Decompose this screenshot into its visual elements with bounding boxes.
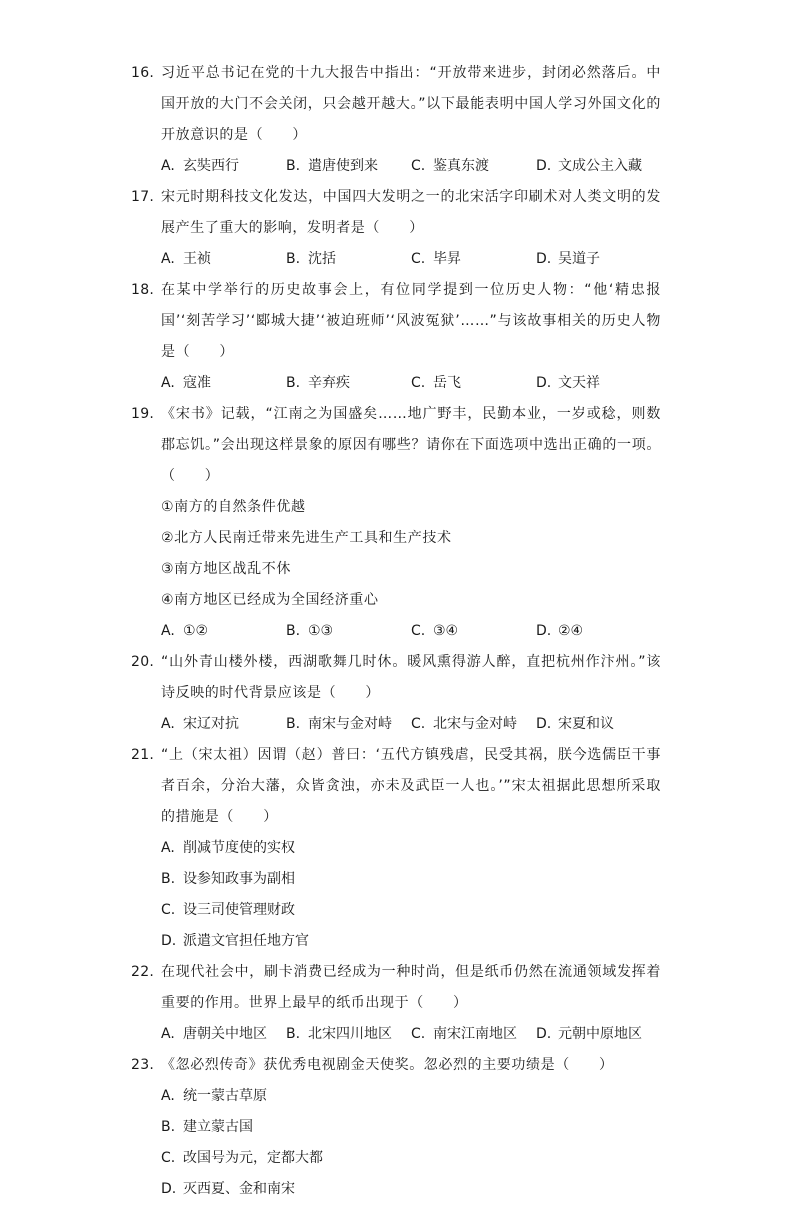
answer-option[interactable] [411, 244, 536, 275]
option-label: B. [286, 716, 301, 732]
answer-options [161, 244, 661, 275]
option-label: C. [161, 1150, 176, 1166]
question-number: 21. [131, 747, 155, 763]
question-number: 23. [131, 1057, 155, 1073]
option-label: A. [161, 251, 175, 267]
answer-option[interactable] [161, 709, 286, 740]
option-label: D. [161, 933, 177, 949]
question-number: 18. [131, 282, 155, 298]
question-stem: 习近平总书记在党的十九大报告中指出：“开放带来进步，封闭必然落后。中国开放的大门不会关闭，只会越开越大。”以下最能表明中国人学习外国文化的开放意识的是（ ） [161, 65, 661, 143]
option-label: C. [411, 623, 426, 639]
option-label: D. [161, 1181, 177, 1197]
question-16 [131, 58, 661, 182]
option-label: B. [286, 375, 301, 391]
option-label: A. [161, 840, 175, 856]
option-label: A. [161, 375, 175, 391]
statement-item: ①南方的自然条件优越 [161, 499, 306, 515]
question-19 [131, 399, 661, 647]
question-22 [131, 957, 661, 1050]
option-text: 北宋四川地区 [308, 1026, 392, 1042]
answer-option[interactable] [161, 895, 413, 926]
question-number: 19. [131, 406, 155, 422]
answer-option[interactable] [161, 1143, 413, 1174]
answer-options [161, 616, 661, 647]
option-text: 设参知政事为副相 [183, 871, 295, 887]
question-21 [131, 740, 661, 957]
option-text: 文天祥 [558, 375, 600, 391]
question-18 [131, 275, 661, 399]
question-number: 20. [131, 654, 155, 670]
option-text: 建立蒙古国 [183, 1119, 253, 1135]
option-label: A. [161, 158, 175, 174]
option-label: A. [161, 1026, 175, 1042]
option-label: C. [411, 158, 426, 174]
option-label: A. [161, 1088, 175, 1104]
option-text: ①③ [308, 623, 334, 639]
option-text: 毕昇 [433, 251, 461, 267]
option-label: C. [411, 251, 426, 267]
option-label: B. [286, 1026, 301, 1042]
answer-option[interactable] [161, 1081, 413, 1112]
option-label: B. [286, 158, 301, 174]
option-text: 文成公主入藏 [558, 158, 642, 174]
option-label: C. [161, 902, 176, 918]
answer-option[interactable] [411, 368, 536, 399]
answer-options [161, 368, 661, 399]
option-text: 削减节度使的实权 [183, 840, 295, 856]
answer-option[interactable] [286, 616, 411, 647]
answer-option[interactable] [286, 709, 411, 740]
answer-option[interactable] [536, 709, 661, 740]
option-text: 宋夏和议 [558, 716, 614, 732]
option-text: 统一蒙古草原 [183, 1088, 267, 1104]
answer-option[interactable] [536, 616, 661, 647]
option-text: 岳飞 [433, 375, 461, 391]
option-text: 鉴真东渡 [433, 158, 489, 174]
option-text: 改国号为元，定都大都 [183, 1150, 323, 1166]
answer-option[interactable] [536, 244, 661, 275]
option-text: 王祯 [183, 251, 211, 267]
option-text: 北宋与金对峙 [433, 716, 517, 732]
option-text: ②④ [558, 623, 584, 639]
option-text: ①② [183, 623, 209, 639]
option-label: C. [411, 716, 426, 732]
question-number: 22. [131, 964, 155, 980]
answer-option[interactable] [536, 151, 661, 182]
option-label: A. [161, 716, 175, 732]
answer-option[interactable] [161, 151, 286, 182]
question-stem: 《忽必烈传奇》获优秀电视剧金天使奖。忽必烈的主要功绩是（ ） [161, 1057, 614, 1073]
option-label: B. [286, 251, 301, 267]
statement-item: ④南方地区已经成为全国经济重心 [161, 592, 379, 608]
answer-option[interactable] [161, 1019, 286, 1050]
answer-option[interactable] [161, 244, 286, 275]
option-text: 辛弃疾 [308, 375, 350, 391]
option-label: D. [536, 375, 552, 391]
question-stem: “上（宋太祖）因谓（赵）普曰：‘五代方镇残虐，民受其祸，朕今选儒臣干事者百余，分治大藩，众皆贪浊，亦未及武臣一人也。’”宋太祖据此思想所采取的措施是（ ） [161, 747, 661, 825]
option-label: C. [411, 375, 426, 391]
answer-option[interactable] [161, 368, 286, 399]
answer-option[interactable] [161, 1174, 413, 1205]
answer-options [161, 833, 661, 957]
answer-option[interactable] [161, 864, 413, 895]
option-label: B. [286, 623, 301, 639]
option-text: 南宋江南地区 [433, 1026, 517, 1042]
option-text: 宋辽对抗 [183, 716, 239, 732]
option-text: 玄奘西行 [183, 158, 239, 174]
option-text: 寇准 [183, 375, 211, 391]
answer-option[interactable] [286, 244, 411, 275]
answer-option[interactable] [536, 368, 661, 399]
question-stem: 在某中学举行的历史故事会上，有位同学提到一位历史人物：“他‘精忠报国’‘刻苦学习’‘郾城大捷’‘被迫班师’‘风波冤狱’……”与该故事相关的历史人物是（ ） [161, 282, 661, 360]
statement-item: ②北方人民南迁带来先进生产工具和生产技术 [161, 530, 452, 546]
option-text: 沈括 [308, 251, 336, 267]
question-stem: 《宋书》记载，“江南之为国盛矣……地广野丰，民勤本业，一岁或稔，则数郡忘饥。”会出现这样景象的原因有哪些？请你在下面选项中选出正确的一项。（ ） [161, 406, 661, 484]
answer-option[interactable] [161, 833, 413, 864]
option-label: D. [536, 623, 552, 639]
option-label: D. [536, 716, 552, 732]
answer-option[interactable] [161, 926, 413, 957]
question-stem: 宋元时期科技文化发达，中国四大发明之一的北宋活字印刷术对人类文明的发展产生了重大的影响，发明者是（ ） [161, 189, 661, 236]
answer-option[interactable] [411, 151, 536, 182]
option-text: ③④ [433, 623, 459, 639]
answer-option[interactable] [286, 1019, 411, 1050]
question-17 [131, 182, 661, 275]
option-text: 吴道子 [558, 251, 600, 267]
option-text: 灭西夏、金和南宋 [183, 1181, 295, 1197]
answer-option[interactable] [411, 616, 536, 647]
option-label: D. [536, 158, 552, 174]
answer-options [161, 709, 661, 740]
option-text: 遣唐使到来 [308, 158, 378, 174]
answer-option[interactable] [411, 1019, 536, 1050]
option-text: 南宋与金对峙 [308, 716, 392, 732]
option-label: A. [161, 623, 175, 639]
statement-item: ③南方地区战乱不休 [161, 561, 291, 577]
option-label: B. [161, 1119, 176, 1135]
answer-option[interactable] [161, 1112, 413, 1143]
option-text: 设三司使管理财政 [183, 902, 295, 918]
question-page [0, 58, 794, 1205]
answer-option[interactable] [161, 616, 286, 647]
answer-option[interactable] [536, 1019, 661, 1050]
option-label: C. [411, 1026, 426, 1042]
option-text: 派遣文官担任地方官 [183, 933, 309, 949]
option-text: 元朝中原地区 [558, 1026, 642, 1042]
question-stem: 在现代社会中，刷卡消费已经成为一种时尚，但是纸币仍然在流通领域发挥着重要的作用。世界上最早的纸币出现于（ ） [161, 964, 661, 1011]
question-23 [131, 1050, 661, 1205]
answer-option[interactable] [286, 151, 411, 182]
question-stem: “山外青山楼外楼，西湖歌舞几时休。暖风熏得游人醉，直把杭州作汴州。”该诗反映的时代背景应该是（ ） [161, 654, 661, 701]
answer-options [161, 1081, 661, 1205]
answer-option[interactable] [411, 709, 536, 740]
option-label: D. [536, 251, 552, 267]
answer-options [161, 1019, 661, 1050]
option-label: D. [536, 1026, 552, 1042]
question-number: 16. [131, 65, 155, 81]
question-number: 17. [131, 189, 155, 205]
question-20 [131, 647, 661, 740]
option-label: B. [161, 871, 176, 887]
answer-option[interactable] [286, 368, 411, 399]
answer-options [161, 151, 661, 182]
option-text: 唐朝关中地区 [183, 1026, 267, 1042]
